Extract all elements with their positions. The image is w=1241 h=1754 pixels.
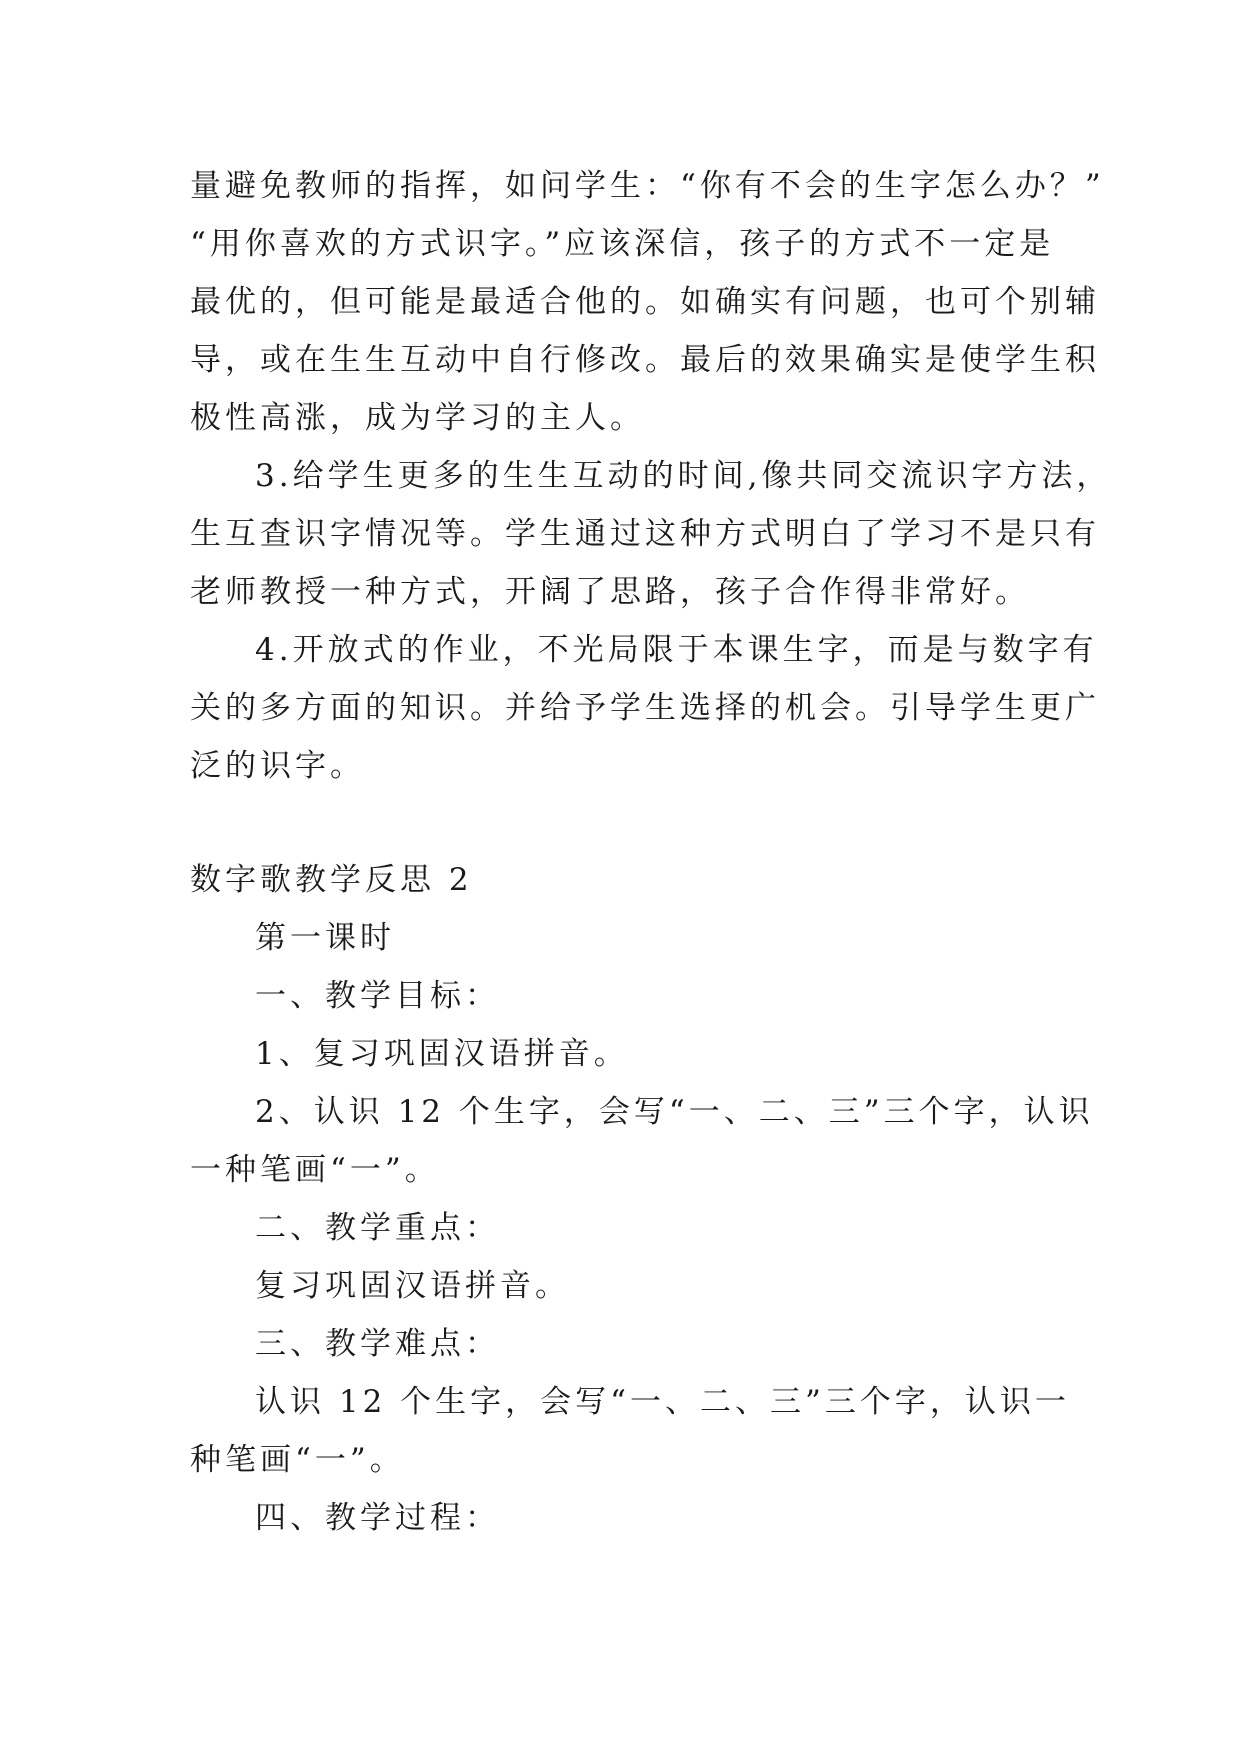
lesson-heading: 第一课时 bbox=[255, 920, 395, 956]
paragraph-line: 老师教授一种方式，开阔了思路，孩子合作得非常好。 bbox=[190, 574, 1030, 610]
paragraph-line: 4.开放式的作业，不光局限于本课生字，而是与数字有 bbox=[255, 632, 1098, 668]
section-title: 数字歌教学反思 2 bbox=[190, 862, 473, 898]
paragraph-line: 生互查识字情况等。学生通过这种方式明白了学习不是只有 bbox=[190, 516, 1100, 552]
paragraph-line: 3.给学生更多的生生互动的时间,像共同交流识字方法， bbox=[255, 458, 1112, 494]
list-item: 2、认识 12 个生字，会写“一、二、三”三个字，认识 bbox=[255, 1094, 1094, 1130]
paragraph-line: 种笔画“一”。 bbox=[190, 1442, 405, 1478]
paragraph-line: 关的多方面的知识。并给予学生选择的机会。引导学生更广 bbox=[190, 690, 1100, 726]
paragraph-line: 极性高涨，成为学习的主人。 bbox=[190, 400, 645, 436]
paragraph-line: “用你喜欢的方式识字。”应该深信，孩子的方式不一定是 bbox=[190, 226, 1055, 262]
paragraph-line: 导，或在生生互动中自行修改。最后的效果确实是使学生积 bbox=[190, 342, 1100, 378]
list-item-continuation: 一种笔画“一”。 bbox=[190, 1152, 440, 1188]
paragraph-line: 量避免教师的指挥，如问学生：“你有不会的生字怎么办？” bbox=[190, 168, 1105, 204]
heading-line: 三、教学难点： bbox=[255, 1326, 500, 1362]
list-item: 1、复习巩固汉语拼音。 bbox=[255, 1036, 629, 1072]
paragraph-line: 复习巩固汉语拼音。 bbox=[255, 1268, 570, 1304]
paragraph-line: 认识 12 个生字，会写“一、二、三”三个字，认识一 bbox=[255, 1384, 1070, 1420]
paragraph-line: 泛的识字。 bbox=[190, 748, 365, 784]
heading-line: 二、教学重点： bbox=[255, 1210, 500, 1246]
heading-line: 一、教学目标： bbox=[255, 978, 500, 1014]
paragraph-line: 最优的，但可能是最适合他的。如确实有问题，也可个别辅 bbox=[190, 284, 1100, 320]
heading-line: 四、教学过程： bbox=[255, 1500, 500, 1536]
